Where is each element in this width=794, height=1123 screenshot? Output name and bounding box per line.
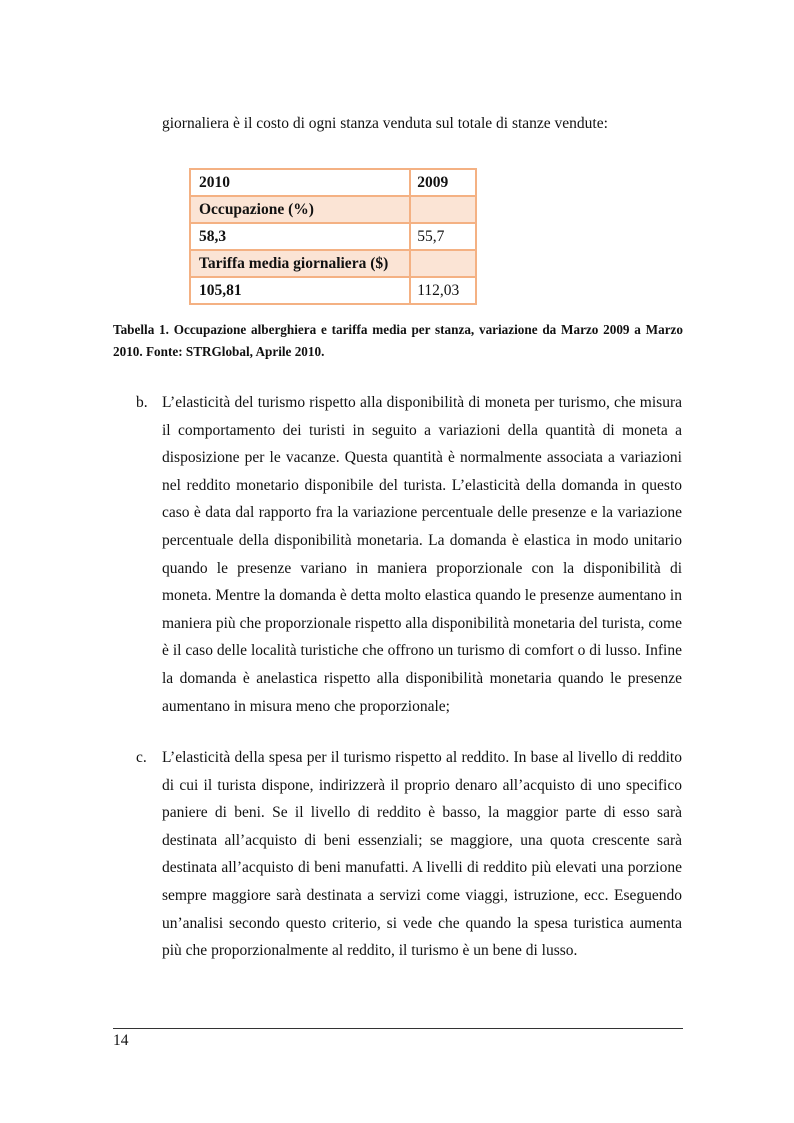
table-caption: Tabella 1. Occupazione alberghiera e tariffa media per stanza, variazione da Marzo 2009 a Marzo 2010. Fonte: STRGlobal, Aprile 2010. — [113, 322, 683, 359]
rate-label: Tariffa media giornaliera ($) — [190, 250, 410, 277]
list-item-c — [136, 744, 682, 965]
table-header-row — [190, 169, 476, 196]
occupancy-2009-value: 55,7 — [410, 223, 476, 250]
table-section-row — [190, 250, 476, 277]
occupancy-rate-table — [189, 168, 477, 305]
list-item-b — [136, 389, 682, 720]
footer-divider — [113, 1028, 683, 1029]
intro-text: giornaliera è il costo di ogni stanza venduta sul totale di stanze vendute: — [162, 115, 608, 132]
table-empty-cell — [410, 250, 476, 277]
occupancy-2010-value: 58,3 — [190, 223, 410, 250]
table-empty-cell — [410, 196, 476, 223]
page-number: 14 — [113, 1032, 129, 1049]
rate-2010-value: 105,81 — [190, 277, 410, 304]
occupancy-label: Occupazione (%) — [190, 196, 410, 223]
list-marker: c. — [136, 749, 147, 766]
table-row — [190, 277, 476, 304]
table-section-row — [190, 196, 476, 223]
table-row — [190, 223, 476, 250]
list-marker: b. — [136, 394, 148, 411]
table-header-cell: 2010 — [190, 169, 410, 196]
rate-2009-value: 112,03 — [410, 277, 476, 304]
list-item-text: L’elasticità della spesa per il turismo rispetto al reddito. In base al livello di reddito di cui il turista dispone, indirizzerà il proprio denaro all’acquisto di uno specifico paniere di beni. Se il livello di reddito è basso, la maggior parte di esso sarà destinata all’acquisto di beni essenziali; se maggiore, una quota crescente sarà destinata all’acquisto di beni manufatti. A livelli di reddito più elevati una porzione sempre maggiore sarà destinata a servizi come viaggi, istruzione, ecc. Eseguendo un’analisi secondo questo criterio, si vede che quando la spesa turistica aumenta più che proporzionalmente al reddito, il turismo è un bene di lusso. — [162, 749, 682, 960]
list-item-text: L’elasticità del turismo rispetto alla disponibilità di moneta per turismo, che misura il comportamento dei turisti in seguito a variazioni della quantità di moneta a disposizione per le vacanze. Questa quantità è normalmente associata a variazioni nel reddito monetario disponibile del turista. L’elasticità della domanda in questo caso è data dal rapporto fra la variazione percentuale delle presenze e la variazione percentuale della disponibilità monetaria. La domanda è elastica in modo unitario quando le presenze variano in maniera proporzionale con la disponibilità di moneta. Mentre la domanda è detta molto elastica quando le presenze aumentano in maniera più che proporzionale rispetto alla disponibilità monetaria del turista, come è il caso delle località turistiche che offrono un turismo di comfort o di lusso. Infine la domanda è anelastica rispetto alla disponibilità monetaria quando le presenze aumentano in misura meno che proporzionale; — [162, 394, 682, 715]
table-header-cell: 2009 — [410, 169, 476, 196]
